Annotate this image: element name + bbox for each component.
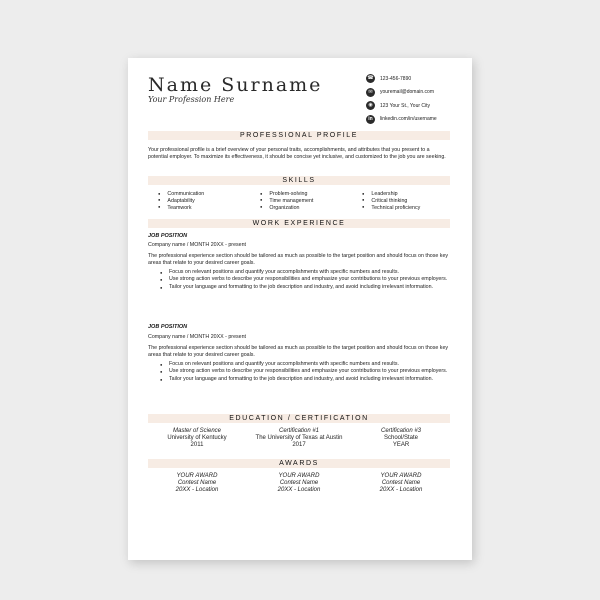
skill-item: ● Technical proficiency [362,205,462,212]
section-header-work: WORK EXPERIENCE [148,219,450,228]
education-item [141,428,253,450]
award-detail: 20XX - Location [277,487,321,494]
contact-email [366,86,466,100]
resume-name: Name Surname [148,74,323,96]
award-title: YOUR AWARD [176,473,218,479]
education-year: 2017 [292,442,306,449]
skill-item: ● Adaptability [158,198,258,205]
skill-item: ● Teamwork [158,205,258,212]
education-year: 2011 [190,442,204,449]
job-description: The professional experience section should be tailored as much as possible to the target position and should focus on those key areas that relate to your desired career goals. [148,345,449,359]
section-header-profile: PROFESSIONAL PROFILE [148,131,450,140]
education-item [243,428,355,450]
phone-icon: ☎ [367,75,374,82]
skills-column-2 [260,191,360,211]
award-title: YOUR AWARD [380,473,422,479]
contact-email-text: youremail@domain.com [380,89,434,96]
email-icon: ✉ [366,88,375,97]
job-bullet: ● Focus on relevant positions and quantify your accomplishments with specific numbers and results. [160,269,448,276]
award-item [141,473,253,495]
job-bullets [160,269,448,291]
award-item [345,473,457,495]
education-org: University of Kentucky [167,435,227,442]
award-contest: Contest Name [177,480,217,487]
job-bullet: ● Tailor your language and formatting to the job description and industry, and avoid including irrelevant information. [160,376,448,383]
section-header-education: EDUCATION / CERTIFICATION [148,414,450,423]
job-bullet: ● Use strong action verbs to describe your responsibilities and emphasize your contributions to your previous employers. [160,276,448,283]
job-company: Company name / MONTH 20XX - present [148,334,247,340]
skill-item: ● Organization [260,205,360,212]
resume-profession: Your Profession Here [148,95,235,104]
contact-block [366,72,466,126]
contact-phone [366,72,466,86]
job-bullet: ● Tailor your language and formatting to the job description and industry, and avoid including irrelevant information. [160,284,448,291]
award-detail: 20XX - Location [175,487,219,494]
education-org: The University of Texas at Austin [255,435,343,442]
contact-address-text: 123 Your St., Your City [380,102,431,109]
education-title: Master of Science [172,428,222,434]
award-item [243,473,355,495]
contact-linkedin-text: linkedin.com/in/username [380,116,437,123]
education-title: Certification #1 [278,428,320,434]
job-company: Company name / MONTH 20XX - present [148,242,247,248]
education-item [345,428,457,450]
job-bullet: ● Focus on relevant positions and quantify your accomplishments with specific numbers and results. [160,361,448,368]
skills-column-1 [158,191,258,211]
job-bullets [160,361,448,383]
location-icon: ◉ [366,101,375,110]
award-contest: Contest Name [279,480,319,487]
education-org: School/State [383,435,419,442]
skills-column-3 [362,191,462,211]
award-detail: 20XX - Location [379,487,423,494]
contact-linkedin [366,113,466,127]
section-header-skills: SKILLS [148,176,450,185]
contact-phone-text: 123-456-7890 [380,75,412,82]
education-title: Certification #3 [380,428,422,434]
skill-item: ● Leadership [362,191,462,198]
award-title: YOUR AWARD [278,473,320,479]
job-title: JOB POSITION [148,233,188,239]
linkedin-icon: in [366,115,375,124]
contact-address [366,99,466,113]
section-header-awards: AWARDS [148,459,450,468]
job-bullet: ● Use strong action verbs to describe your responsibilities and emphasize your contributions to your previous employers. [160,368,448,375]
skill-item: ● Critical thinking [362,198,462,205]
job-description: The professional experience section should be tailored as much as possible to the target position and should focus on those key areas that relate to your desired career goals. [148,253,449,267]
resume-page [128,58,472,560]
job-title: JOB POSITION [148,324,188,330]
skill-item: ● Problem-solving [260,191,360,198]
education-year: YEAR [392,442,410,449]
skill-item: ● Time management [260,198,360,205]
profile-text: Your professional profile is a brief overview of your personal traits, accomplishments, and attributes that you present to a potential employer. To maximize its effectiveness, it should be concise yet inclusive, and customized to the job you are seeking. [148,147,446,161]
award-contest: Contest Name [381,480,421,487]
skill-item: ● Communication [158,191,258,198]
